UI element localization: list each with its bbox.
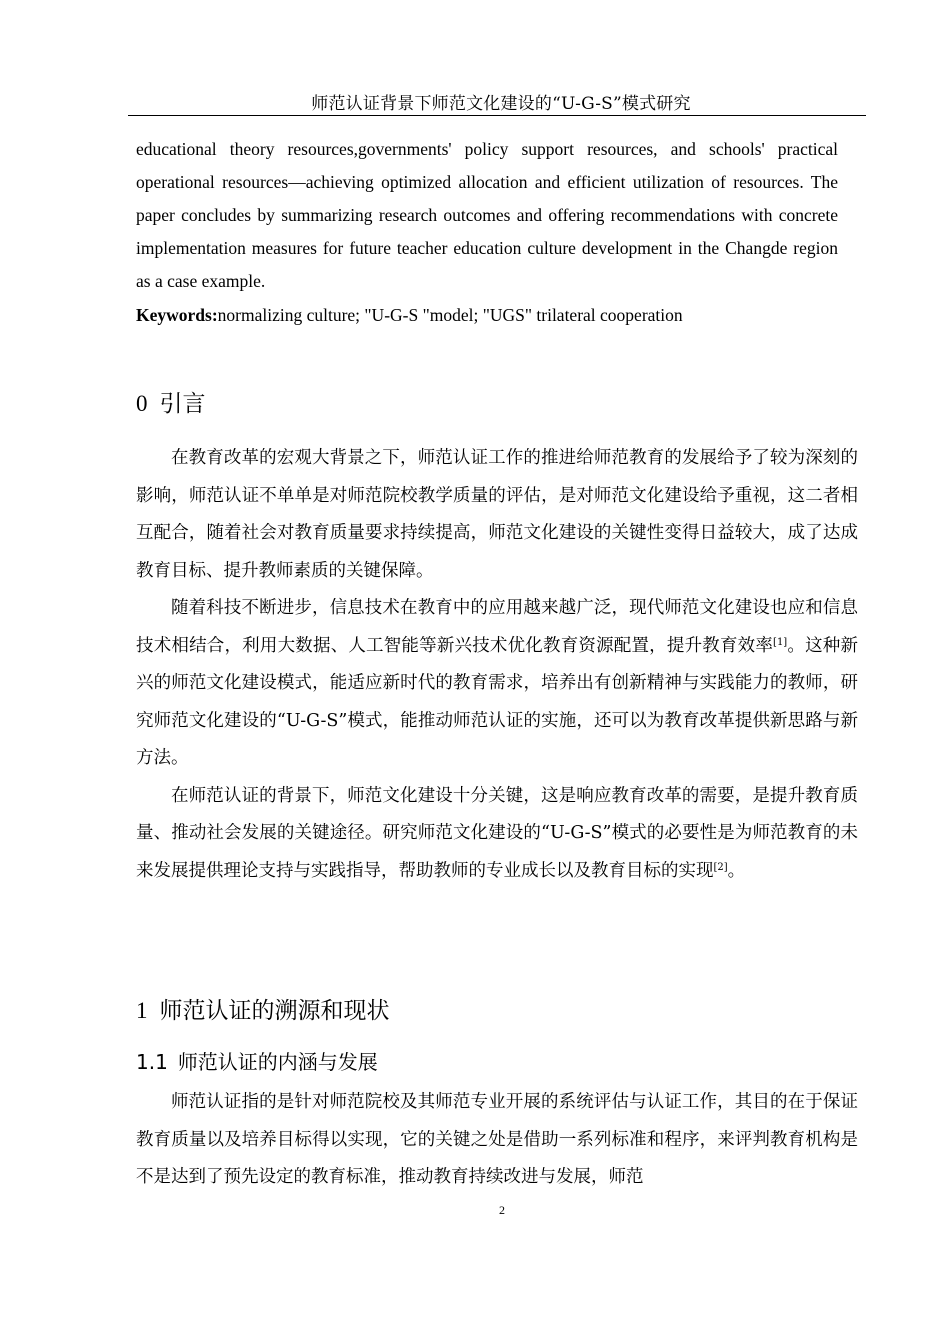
section-0-paragraph-2	[136, 590, 858, 778]
subsection-1-1-number: 1.1	[136, 1050, 168, 1074]
paragraph-text: 。	[727, 860, 746, 881]
section-1-number: 1	[136, 998, 148, 1023]
section-0-paragraph-3	[136, 778, 858, 891]
keywords-text: normalizing culture; "U-G-S "model; "UGS" trilateral cooperation	[217, 305, 683, 325]
paragraph-text: 随着科技不断进步，信息技术在教育中的应用越来越广泛，现代师范文化建设也应和信息技术相结合，利用大数据、人工智能等新兴技术优化教育资源配置，提升教育效率	[136, 598, 858, 656]
section-0-number: 0	[136, 391, 148, 416]
section-0-heading	[136, 389, 206, 419]
section-0-body	[136, 440, 858, 890]
section-1-title: 师范认证的溯源和现状	[159, 998, 390, 1024]
header-rule	[128, 115, 866, 116]
keywords-line	[136, 300, 838, 330]
abstract-continuation	[136, 133, 838, 298]
subsection-1-1-title: 师范认证的内涵与发展	[177, 1050, 378, 1074]
subsection-1-1-body	[136, 1084, 858, 1197]
running-header: 师范认证背景下师范文化建设的“U-G-S”模式研究	[311, 94, 691, 114]
section-0-paragraph-1: 在教育改革的宏观大背景之下，师范认证工作的推进给师范教育的发展给予了较为深刻的影响，师范认证不单单是对师范院校教学质量的评估，是对师范文化建设给予重视，这二者相互配合，随着社会对教育质量要求持续提高，师范文化建设的关键性变得日益较大，成了达成教育目标、提升教师素质的关键保障。	[136, 448, 858, 581]
keywords-label: Keywords:	[136, 305, 218, 325]
subsection-1-1-paragraph-1: 师范认证指的是针对师范院校及其师范专业开展的系统评估与认证工作，其目的在于保证教育质量以及培养目标得以实现，它的关键之处是借助一系列标准和程序，来评判教育机构是不是达到了预先设定的教育标准，推动教育持续改进与发展，师范	[136, 1092, 858, 1187]
citation-ref: [1]	[773, 636, 788, 648]
paragraph-text: 。这种新兴的师范文化建设模式，能适应新时代的教育需求，培养出有创新精神与实践能力的教师，研究师范文化建设的“U-G-S”模式，能推动师范认证的实施，还可以为教育改革提供新思路与新方法。	[136, 635, 859, 768]
citation-ref: [2]	[713, 861, 728, 873]
section-1-heading	[136, 996, 390, 1026]
page-number: 2	[499, 1203, 505, 1217]
paragraph-text: 在师范认证的背景下，师范文化建设十分关键，这是响应教育改革的需要，是提升教育质量、推动社会发展的关键途径。研究师范文化建设的“U-G-S”模式的必要性是为师范教育的未来发展提供理论支持与实践指导，帮助教师的专业成长以及教育目标的实现	[136, 785, 858, 881]
abstract-text: educational theory resources,governments' policy support resources, and schools' practical operational resources—achieving optimized allocation and efficient utilization of resources. The paper concludes by summarizing research outcomes and offering recommendations with concrete implementation measures for future teacher education culture development in the Changde region as a case example.	[136, 139, 838, 291]
section-0-title: 引言	[159, 391, 206, 417]
subsection-1-1-heading	[136, 1048, 378, 1076]
